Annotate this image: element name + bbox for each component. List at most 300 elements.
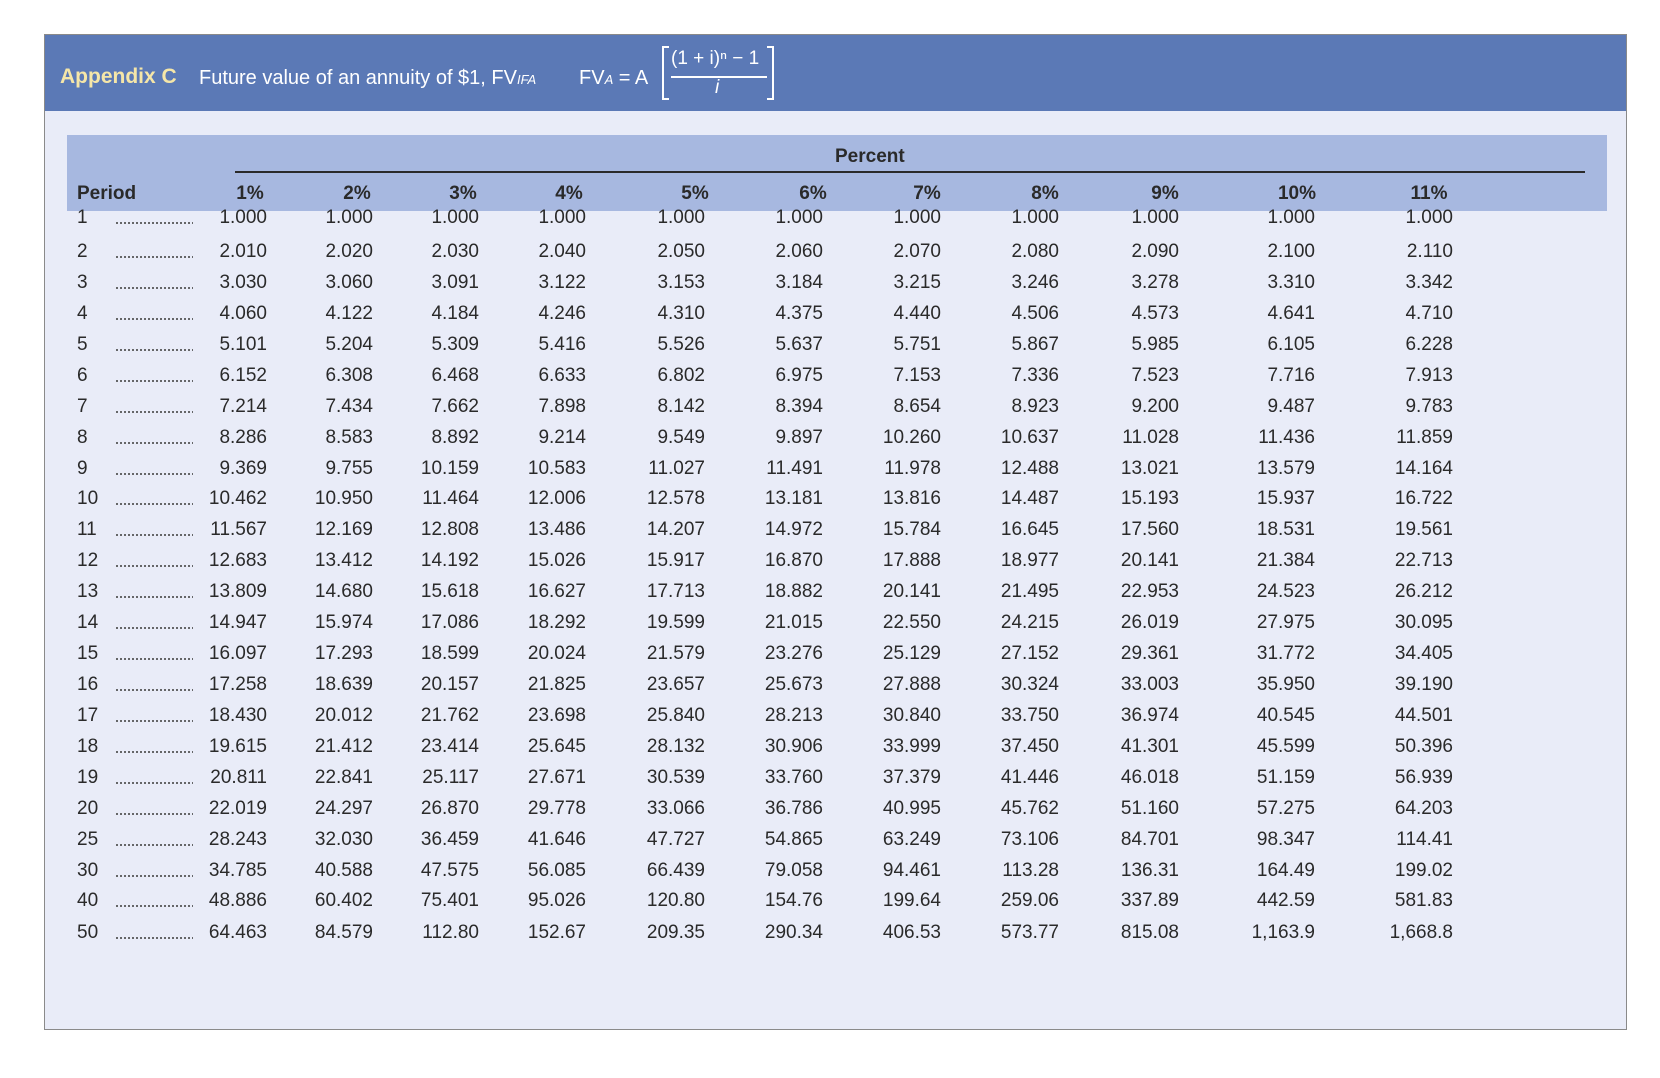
table-cell: 11.978: [884, 458, 941, 479]
table-cell: 20.024: [527, 643, 586, 664]
table-cell: 8.286: [219, 427, 267, 448]
table-cell: 6.228: [1405, 334, 1453, 355]
table-cell: 2.080: [1011, 241, 1059, 262]
table-cell: 16.097: [208, 643, 267, 664]
table-cell: 10.583: [527, 458, 586, 479]
table-cell: 20.012: [314, 705, 373, 726]
formula-equals-a: = A: [613, 67, 649, 89]
appendix-label: Appendix C: [60, 65, 177, 88]
table-cell: 113.28: [1002, 860, 1059, 881]
table-cell: 9.200: [1131, 396, 1179, 417]
table-cell: 13.021: [1120, 458, 1179, 479]
table-title: [199, 67, 536, 90]
table-cell: 33.999: [882, 736, 941, 757]
table-cell: 45.599: [1256, 736, 1315, 757]
period-value: 5: [77, 334, 88, 355]
table-cell: 4.122: [325, 303, 373, 324]
percent-group-label: Percent: [835, 146, 905, 167]
table-cell: 8.142: [657, 396, 705, 417]
table-title-text: Future value of an annuity of $1, FV: [199, 67, 517, 89]
table-cell: 25.129: [882, 643, 941, 664]
table-cell: 12.683: [208, 550, 267, 571]
table-cell: 11.436: [1258, 427, 1315, 448]
table-cell: 84.701: [1120, 829, 1179, 850]
period-value: 17: [77, 705, 99, 726]
table-row: [45, 458, 1626, 488]
formula-denominator: i: [715, 77, 720, 98]
period-column-header: Period: [77, 183, 137, 204]
table-cell: 33.760: [764, 767, 823, 788]
period-value: 3: [77, 272, 88, 293]
table-cell: 10.637: [1000, 427, 1059, 448]
table-cell: 30.840: [882, 705, 941, 726]
table-cell: 13.486: [527, 519, 586, 540]
table-cell: 406.53: [882, 922, 941, 943]
table-cell: 6.633: [538, 365, 586, 386]
table-cell: 46.018: [1120, 767, 1179, 788]
table-cell: 2.070: [893, 241, 941, 262]
table-cell: 54.865: [764, 829, 823, 850]
table-cell: 36.786: [764, 798, 823, 819]
table-row: [45, 705, 1626, 735]
table-cell: 17.086: [420, 612, 479, 633]
table-cell: 3.060: [325, 272, 373, 293]
table-cell: 1,668.8: [1389, 922, 1453, 943]
table-row: [45, 922, 1626, 952]
rate-column-header: 10%: [1277, 183, 1317, 204]
table-cell: 27.671: [527, 767, 586, 788]
table-cell: 56.939: [1394, 767, 1453, 788]
table-cell: 41.446: [1000, 767, 1059, 788]
table-cell: 3.153: [657, 272, 705, 293]
table-cell: 6.152: [219, 365, 267, 386]
period-value: 2: [77, 241, 88, 262]
table-cell: 27.152: [1000, 643, 1059, 664]
table-row: [45, 890, 1626, 920]
table-cell: 815.08: [1120, 922, 1179, 943]
table-cell: 29.361: [1120, 643, 1179, 664]
table-title-subscript: IFA: [516, 72, 537, 87]
table-cell: 290.34: [764, 922, 823, 943]
table-cell: 3.184: [775, 272, 823, 293]
table-cell: 16.870: [764, 550, 823, 571]
period-value: 18: [77, 736, 99, 757]
table-cell: 51.160: [1120, 798, 1179, 819]
table-cell: 2.090: [1131, 241, 1179, 262]
table-cell: 3.030: [219, 272, 267, 293]
rate-column-header: 8%: [1031, 183, 1059, 204]
table-cell: 10.462: [208, 488, 267, 509]
table-cell: 63.249: [882, 829, 941, 850]
table-cell: 23.698: [527, 705, 586, 726]
table-cell: 5.526: [657, 334, 705, 355]
period-value: 50: [77, 922, 99, 943]
table-cell: 4.246: [538, 303, 586, 324]
table-cell: 32.030: [314, 829, 373, 850]
appendix-table-frame: [44, 34, 1627, 1030]
table-cell: 22.953: [1120, 581, 1179, 602]
table-cell: 337.89: [1120, 890, 1179, 911]
table-cell: 15.193: [1120, 488, 1179, 509]
table-cell: 6.105: [1267, 334, 1315, 355]
table-cell: 18.430: [208, 705, 267, 726]
table-cell: 2.050: [657, 241, 705, 262]
table-cell: 6.468: [431, 365, 479, 386]
table-cell: 18.882: [764, 581, 823, 602]
period-value: 12: [77, 550, 99, 571]
rate-column-header: 9%: [1151, 183, 1179, 204]
table-cell: 1.000: [538, 207, 586, 228]
table-cell: 1.000: [431, 207, 479, 228]
table-cell: 21.412: [314, 736, 373, 757]
table-cell: 4.573: [1131, 303, 1179, 324]
table-row: [45, 365, 1626, 395]
table-cell: 44.501: [1394, 705, 1453, 726]
table-cell: 8.892: [431, 427, 479, 448]
table-cell: 64.203: [1394, 798, 1453, 819]
table-cell: 30.324: [1000, 674, 1059, 695]
table-cell: 64.463: [208, 922, 267, 943]
table-cell: 7.523: [1131, 365, 1179, 386]
table-cell: 5.867: [1011, 334, 1059, 355]
table-cell: 15.784: [882, 519, 941, 540]
table-cell: 26.212: [1394, 581, 1453, 602]
table-cell: 7.898: [538, 396, 586, 417]
table-cell: 1.000: [657, 207, 705, 228]
table-row: [45, 767, 1626, 797]
table-cell: 19.615: [208, 736, 267, 757]
table-cell: 22.841: [314, 767, 373, 788]
table-cell: 7.214: [219, 396, 267, 417]
percent-group-rule: [235, 171, 1585, 173]
table-cell: 19.599: [646, 612, 705, 633]
table-cell: 50.396: [1394, 736, 1453, 757]
table-row: [45, 488, 1626, 518]
period-value: 14: [77, 612, 99, 633]
table-cell: 23.276: [764, 643, 823, 664]
table-cell: 28.132: [646, 736, 705, 757]
table-cell: 57.275: [1256, 798, 1315, 819]
table-cell: 9.783: [1405, 396, 1453, 417]
table-row: [45, 303, 1626, 333]
table-cell: 21.825: [527, 674, 586, 695]
table-row: [45, 519, 1626, 549]
table-cell: 20.811: [210, 767, 267, 788]
table-cell: 120.80: [646, 890, 705, 911]
table-cell: 84.579: [314, 922, 373, 943]
table-cell: 14.972: [764, 519, 823, 540]
table-cell: 24.523: [1256, 581, 1315, 602]
rate-column-header: 3%: [449, 183, 477, 204]
period-value: 9: [77, 458, 88, 479]
table-cell: 35.950: [1256, 674, 1315, 695]
table-cell: 21.762: [420, 705, 479, 726]
table-cell: 45.762: [1000, 798, 1059, 819]
table-cell: 41.301: [1120, 736, 1179, 757]
table-cell: 16.722: [1394, 488, 1453, 509]
table-cell: 5.416: [538, 334, 586, 355]
table-cell: 56.085: [527, 860, 586, 881]
table-cell: 12.488: [1000, 458, 1059, 479]
period-value: 4: [77, 303, 88, 324]
table-cell: 34.405: [1394, 643, 1453, 664]
table-cell: 8.394: [775, 396, 823, 417]
table-cell: 4.375: [775, 303, 823, 324]
table-cell: 4.506: [1011, 303, 1059, 324]
table-cell: 36.459: [420, 829, 479, 850]
table-cell: 28.213: [764, 705, 823, 726]
table-cell: 30.095: [1394, 612, 1453, 633]
table-cell: 15.974: [314, 612, 373, 633]
table-row: [45, 241, 1626, 271]
table-cell: 11.028: [1122, 427, 1179, 448]
table-cell: 7.913: [1405, 365, 1453, 386]
period-value: 11: [77, 519, 97, 540]
table-cell: 40.545: [1256, 705, 1315, 726]
table-cell: 3.091: [431, 272, 479, 293]
table-cell: 25.673: [764, 674, 823, 695]
table-cell: 26.019: [1120, 612, 1179, 633]
table-row: [45, 643, 1626, 673]
table-cell: 1.000: [325, 207, 373, 228]
table-cell: 14.680: [314, 581, 373, 602]
table-cell: 60.402: [314, 890, 373, 911]
table-cell: 13.809: [208, 581, 267, 602]
table-cell: 95.026: [527, 890, 586, 911]
formula-lhs-subscript: A: [604, 72, 614, 87]
table-cell: 114.41: [1396, 829, 1453, 850]
table-cell: 16.645: [1000, 519, 1059, 540]
table-cell: 3.215: [893, 272, 941, 293]
table-cell: 66.439: [646, 860, 705, 881]
period-value: 16: [77, 674, 99, 695]
table-cell: 5.309: [431, 334, 479, 355]
table-cell: 11.027: [648, 458, 705, 479]
table-cell: 3.246: [1011, 272, 1059, 293]
table-cell: 3.122: [538, 272, 586, 293]
table-cell: 98.347: [1256, 829, 1315, 850]
table-cell: 209.35: [646, 922, 705, 943]
table-cell: 1.000: [893, 207, 941, 228]
table-cell: 18.599: [420, 643, 479, 664]
table-row: [45, 798, 1626, 828]
table-cell: 4.440: [893, 303, 941, 324]
table-cell: 2.020: [325, 241, 373, 262]
table-cell: 22.713: [1394, 550, 1453, 571]
rate-column-header: 5%: [681, 183, 709, 204]
period-value: 1: [77, 207, 88, 228]
table-cell: 24.215: [1000, 612, 1059, 633]
table-cell: 12.808: [420, 519, 479, 540]
table-cell: 33.750: [1000, 705, 1059, 726]
table-cell: 259.06: [1000, 890, 1059, 911]
table-cell: 4.710: [1405, 303, 1453, 324]
table-cell: 5.204: [325, 334, 373, 355]
table-cell: 51.159: [1256, 767, 1315, 788]
table-cell: 154.76: [764, 890, 823, 911]
table-cell: 4.641: [1267, 303, 1315, 324]
table-cell: 5.637: [775, 334, 823, 355]
table-cell: 6.975: [775, 365, 823, 386]
table-cell: 112.80: [422, 922, 479, 943]
table-cell: 136.31: [1120, 860, 1179, 881]
table-cell: 5.985: [1131, 334, 1179, 355]
table-cell: 20.157: [420, 674, 479, 695]
table-cell: 33.003: [1120, 674, 1179, 695]
table-cell: 20.141: [882, 581, 941, 602]
table-cell: 12.578: [646, 488, 705, 509]
table-row: [45, 427, 1626, 457]
table-cell: 15.937: [1256, 488, 1315, 509]
table-cell: 27.888: [882, 674, 941, 695]
period-value: 15: [77, 643, 99, 664]
table-cell: 573.77: [1000, 922, 1059, 943]
table-cell: 3.310: [1267, 272, 1315, 293]
table-cell: 17.560: [1120, 519, 1179, 540]
table-cell: 10.260: [882, 427, 941, 448]
table-cell: 442.59: [1256, 890, 1315, 911]
table-row: [45, 829, 1626, 859]
table-row: [45, 860, 1626, 890]
table-cell: 75.401: [420, 890, 479, 911]
table-cell: 22.550: [882, 612, 941, 633]
table-cell: 48.886: [208, 890, 267, 911]
table-cell: 11.464: [422, 488, 479, 509]
period-value: 30: [77, 860, 99, 881]
table-cell: 6.802: [657, 365, 705, 386]
table-cell: 39.190: [1394, 674, 1453, 695]
table-cell: 3.342: [1405, 272, 1453, 293]
table-cell: 1.000: [1011, 207, 1059, 228]
table-cell: 26.870: [420, 798, 479, 819]
table-cell: 1.000: [1131, 207, 1179, 228]
table-cell: 9.755: [325, 458, 373, 479]
period-value: 6: [77, 365, 88, 386]
formula-lhs-fv: FV: [579, 67, 605, 89]
table-cell: 31.772: [1256, 643, 1315, 664]
table-cell: 13.181: [764, 488, 823, 509]
table-cell: 22.019: [208, 798, 267, 819]
table-cell: 9.897: [775, 427, 823, 448]
table-cell: 2.110: [1406, 241, 1453, 262]
table-cell: 11.491: [766, 458, 823, 479]
table-cell: 12.169: [314, 519, 373, 540]
table-cell: 27.975: [1256, 612, 1315, 633]
table-cell: 17.713: [646, 581, 705, 602]
rate-column-header: 7%: [913, 183, 941, 204]
table-cell: 11.859: [1396, 427, 1453, 448]
rate-column-header: 11%: [1410, 183, 1448, 204]
table-cell: 7.153: [893, 365, 941, 386]
table-cell: 9.549: [657, 427, 705, 448]
table-cell: 10.950: [314, 488, 373, 509]
table-cell: 21.015: [764, 612, 823, 633]
table-cell: 1.000: [1267, 207, 1315, 228]
table-row: [45, 207, 1626, 237]
table-cell: 25.117: [422, 767, 479, 788]
table-cell: 47.727: [646, 829, 705, 850]
table-cell: 2.010: [219, 241, 267, 262]
table-cell: 10.159: [420, 458, 479, 479]
table-cell: 33.066: [646, 798, 705, 819]
title-banner: [45, 35, 1626, 111]
table-cell: 40.995: [882, 798, 941, 819]
table-cell: 3.278: [1131, 272, 1179, 293]
table-cell: 15.618: [420, 581, 479, 602]
table-cell: 16.627: [527, 581, 586, 602]
table-cell: 8.583: [325, 427, 373, 448]
table-cell: 40.588: [314, 860, 373, 881]
table-cell: 17.888: [882, 550, 941, 571]
period-value: 7: [77, 396, 88, 417]
table-cell: 21.579: [646, 643, 705, 664]
rate-column-header: 6%: [799, 183, 827, 204]
table-cell: 199.64: [882, 890, 941, 911]
table-cell: 7.434: [325, 396, 373, 417]
table-cell: 14.487: [1000, 488, 1059, 509]
period-value: 10: [77, 488, 99, 509]
table-cell: 2.100: [1267, 241, 1315, 262]
table-cell: 17.258: [208, 674, 267, 695]
table-row: [45, 334, 1626, 364]
table-cell: 30.906: [764, 736, 823, 757]
table-row: [45, 736, 1626, 766]
table-cell: 36.974: [1120, 705, 1179, 726]
period-value: 20: [77, 798, 99, 819]
table-cell: 37.379: [882, 767, 941, 788]
period-value: 8: [77, 427, 88, 448]
table-cell: 18.292: [527, 612, 586, 633]
table-cell: 2.040: [538, 241, 586, 262]
table-cell: 1,163.9: [1251, 922, 1315, 943]
period-value: 40: [77, 890, 99, 911]
table-cell: 152.67: [527, 922, 586, 943]
table-cell: 7.716: [1267, 365, 1315, 386]
formula-lhs: [579, 67, 648, 90]
table-cell: 14.164: [1394, 458, 1453, 479]
table-cell: 13.412: [314, 550, 373, 571]
table-row: [45, 396, 1626, 426]
table-cell: 7.662: [431, 396, 479, 417]
table-cell: 30.539: [646, 767, 705, 788]
table-cell: 9.214: [538, 427, 586, 448]
table-cell: 34.785: [208, 860, 267, 881]
period-value: 13: [77, 581, 99, 602]
table-cell: 6.308: [325, 365, 373, 386]
table-cell: 581.83: [1394, 890, 1453, 911]
table-cell: 28.243: [208, 829, 267, 850]
table-cell: 21.495: [1000, 581, 1059, 602]
table-row: [45, 581, 1626, 611]
table-cell: 12.006: [527, 488, 586, 509]
table-cell: 14.192: [420, 550, 479, 571]
table-cell: 18.977: [1000, 550, 1059, 571]
table-cell: 8.923: [1011, 396, 1059, 417]
table-cell: 4.060: [219, 303, 267, 324]
table-cell: 15.026: [527, 550, 586, 571]
table-cell: 23.657: [646, 674, 705, 695]
table-cell: 5.751: [893, 334, 941, 355]
table-cell: 13.816: [882, 488, 941, 509]
table-row: [45, 612, 1626, 642]
table-cell: 73.106: [1000, 829, 1059, 850]
table-cell: 19.561: [1394, 519, 1453, 540]
table-cell: 2.060: [775, 241, 823, 262]
table-cell: 8.654: [893, 396, 941, 417]
table-cell: 1.000: [1405, 207, 1453, 228]
table-cell: 41.646: [527, 829, 586, 850]
table-cell: 2.030: [431, 241, 479, 262]
